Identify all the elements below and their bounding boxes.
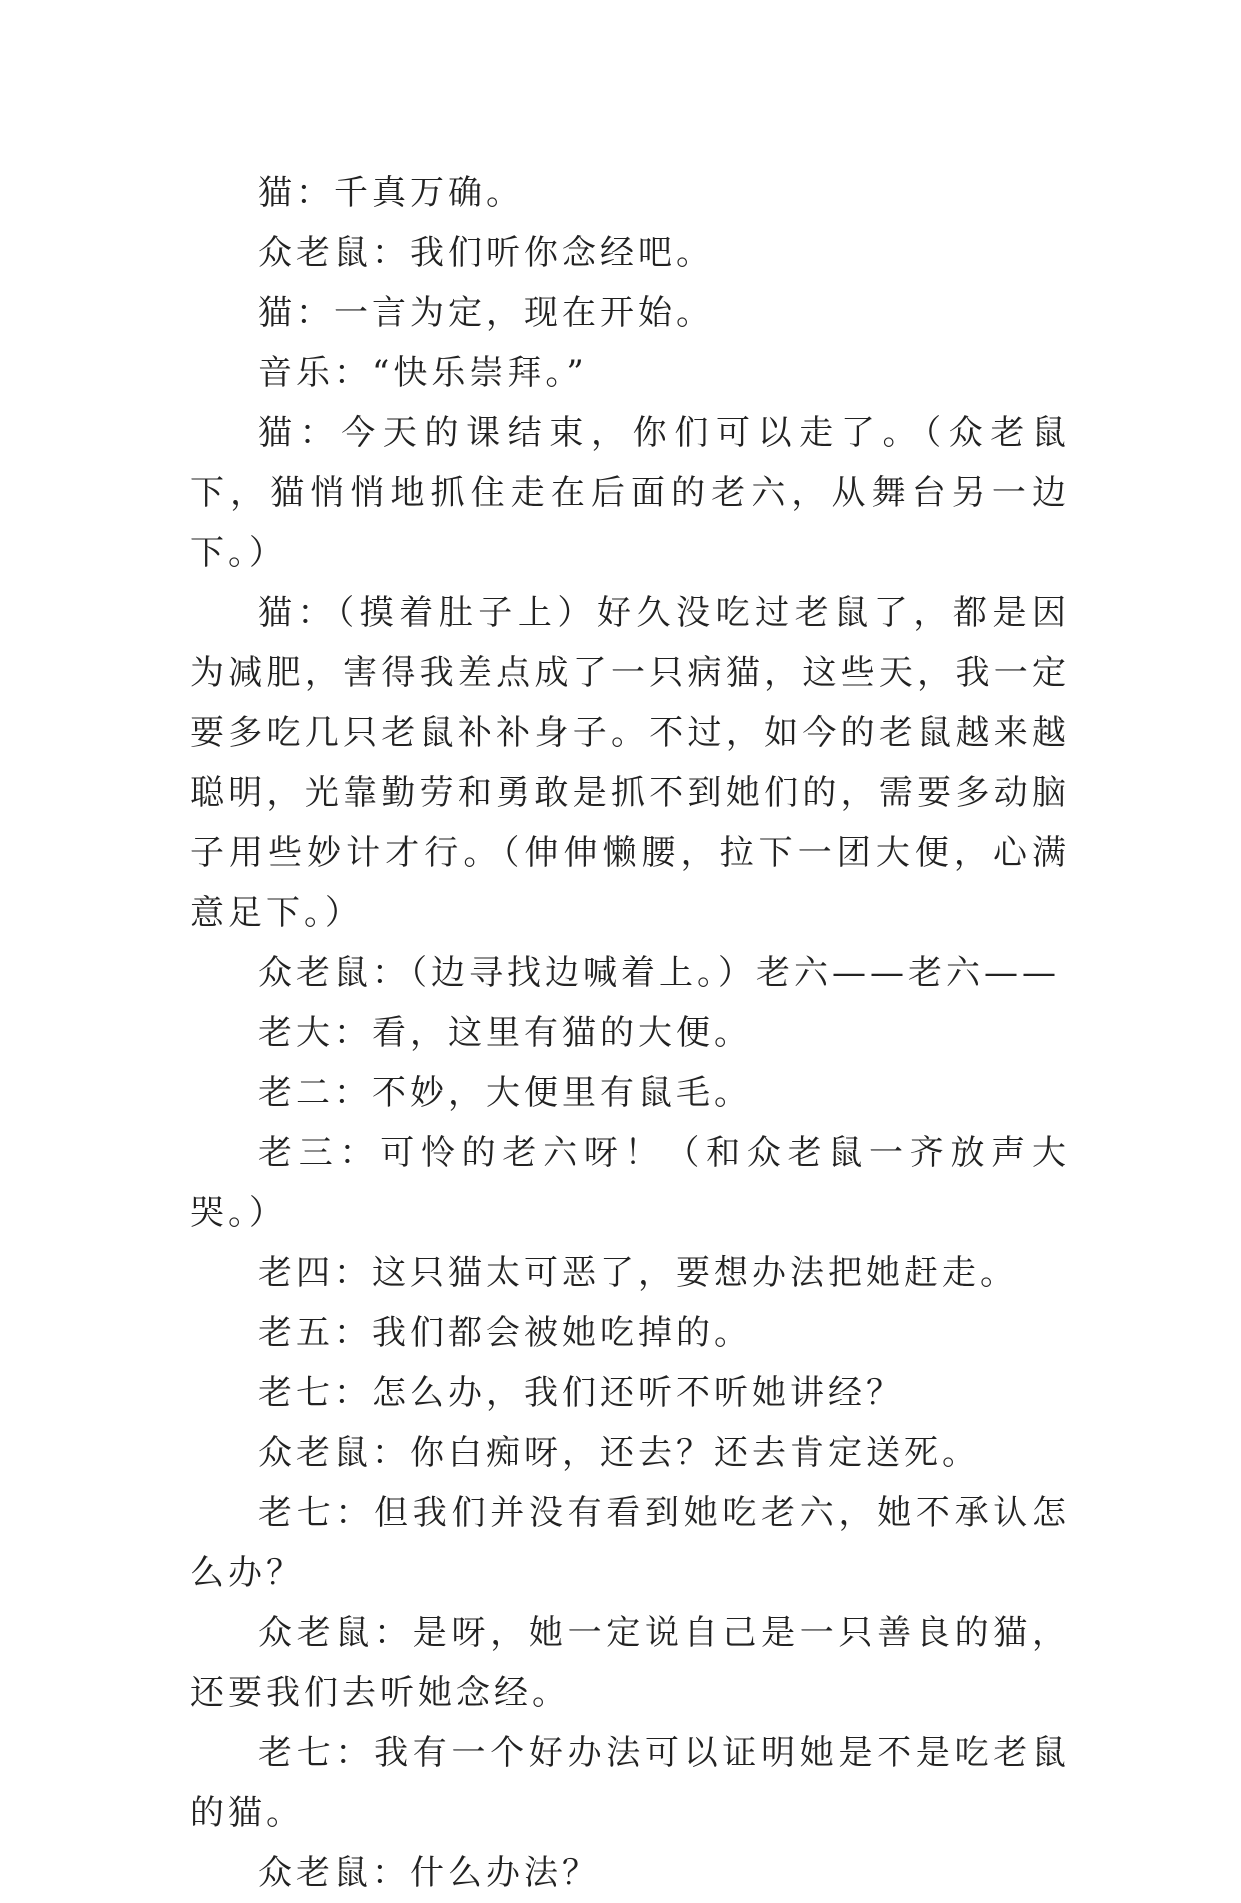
paragraph: 老七：我有一个好办法可以证明她是不是吃老鼠的猫。: [190, 1733, 1070, 1833]
paragraph: 众老鼠：是呀，她一定说自己是一只善良的猫，还要我们去听她念经。: [190, 1613, 1070, 1713]
paragraph: 老七：但我们并没有看到她吃老六，她不承认怎么办？: [190, 1493, 1070, 1593]
paragraph: 老三：可怜的老六呀！（和众老鼠一齐放声大哭。）: [190, 1133, 1070, 1233]
paragraph: 老四：这只猫太可恶了，要想办法把她赶走。: [258, 1253, 1018, 1293]
paragraph: 老七：怎么办，我们还听不听她讲经？: [258, 1373, 904, 1413]
paragraph: 猫：（摸着肚子上）好久没吃过老鼠了，都是因为减肥，害得我差点成了一只病猫，这些天，我一定要多吃几只老鼠补补身子。不过，如今的老鼠越来越聪明，光靠勤劳和勇敢是抓不到她们的，需要多动脑子用些妙计才行。（伸伸懒腰，拉下一团大便，心满意足下。）: [190, 593, 1070, 933]
paragraph: 老五：我们都会被她吃掉的。: [258, 1313, 752, 1353]
paragraph: 音乐：“快乐崇拜。”: [258, 353, 588, 393]
paragraph: 众老鼠：我们听你念经吧。: [258, 233, 714, 273]
paragraph: 猫：今天的课结束，你们可以走了。（众老鼠下，猫悄悄地抓住走在后面的老六，从舞台另一边下。）: [190, 413, 1070, 573]
paragraph: 众老鼠：（边寻找边喊着上。）老六——老六——: [258, 953, 1060, 993]
paragraph: 众老鼠：什么办法？: [258, 1853, 600, 1893]
paragraph: 老二：不妙，大便里有鼠毛。: [258, 1073, 752, 1113]
paragraph: 猫：一言为定，现在开始。: [258, 293, 714, 333]
paragraph: 猫：千真万确。: [258, 173, 524, 213]
script-body: [190, 163, 1070, 1903]
paragraph: 老大：看，这里有猫的大便。: [258, 1013, 752, 1053]
paragraph: 众老鼠：你白痴呀，还去？还去肯定送死。: [258, 1433, 980, 1473]
